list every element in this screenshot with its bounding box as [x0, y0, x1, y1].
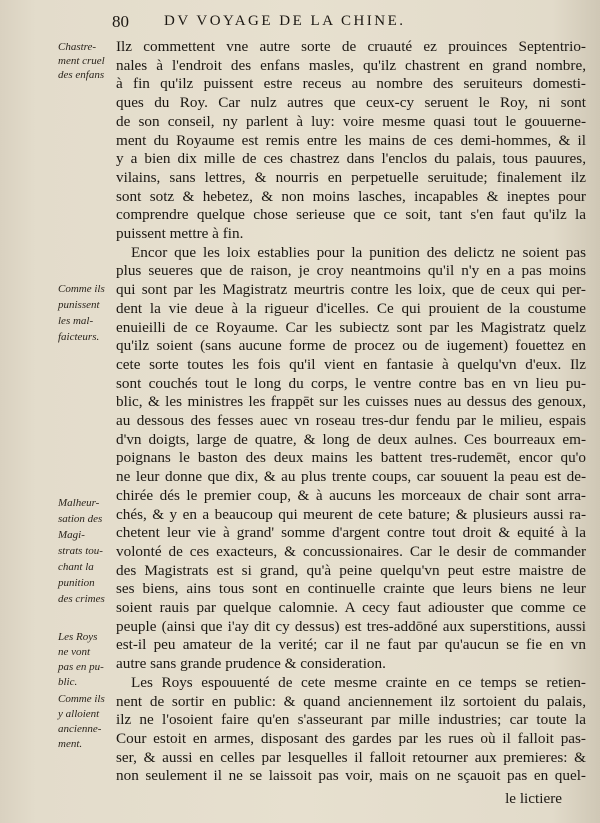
body-line: poignans le baston des deux mains les battent tres-rudemēt, encor qu'o — [116, 449, 586, 467]
body-line: Ilz commettent vne autre sorte de cruauté ez prouinces Septentrio- — [116, 38, 586, 55]
body-line: à fin qu'ilz puissent estre receus au nombre des seruiteurs domesti- — [116, 75, 586, 93]
body-line: non seulement il ne se laissoit pas voir, mais on ne sçauoit pas en quel- — [116, 767, 586, 785]
margin-note: y alloient — [58, 708, 100, 720]
margin-note: punition — [58, 577, 95, 589]
margin-note: chant la — [58, 561, 94, 573]
body-line: vilains, sans lettres, & nourris en perpetuelle seruitude; finalement ilz — [116, 168, 586, 186]
body-line: plus seueres que de raison, je croy neantmoins qu'il n'y en a pas moins — [116, 262, 586, 280]
body-line: chetent leur vie à grand' somme d'argent contre tout droit & equité à la — [116, 524, 586, 542]
body-line: des Magistrats est si grand, qu'à peine quelqu'vn peut estre maistre de — [116, 561, 586, 579]
margin-note: Chastre- — [58, 41, 97, 53]
catchword: le lictiere — [505, 790, 562, 807]
body-line: blic, & les ministres les frappēt sur les cuisses nues au dessus des genoux, — [116, 393, 586, 411]
running-head: DV VOYAGE DE LA CHINE. — [164, 13, 406, 29]
page-number: 80 — [112, 12, 129, 31]
margin-note: Malheur- — [58, 497, 100, 509]
body-line: Encor que les loix establies pour la punition des delictz ne soient pas — [131, 243, 586, 261]
body-line: ne leur donne que dix, & au plus trente coups, car souuent la peau est de- — [116, 468, 586, 486]
body-line: cete sorte toutes les fois qu'il vient en fantasie à quelqu'vn d'eux. Ilz — [116, 355, 586, 373]
margin-note: ancienne- — [58, 723, 102, 735]
body-line: ses biens, ains tous sont en continuelle crainte que leurs biens ne leur — [116, 580, 586, 598]
body-line: ser, & aussi en celles par lesquelles il falloit retourner aux premieres: & — [116, 748, 586, 766]
body-line: ment du Royaume est remis entre les mains de ces demi-hommes, & il — [116, 131, 586, 149]
margin-note: sation des — [58, 513, 103, 525]
body-line: Les Roys espouuenté de cete mesme crainte en ce temps se retien- — [131, 673, 586, 691]
margin-note: ne vont — [58, 646, 91, 658]
body-line: ques du Roy. Car nulz autres que ceux-cy seruent le Roy, ni sont — [116, 94, 586, 112]
body-line: de son conseil, ny parlent à luy: voire mesme quasi tout le gouuerne- — [116, 112, 586, 130]
body-line: est-il peu amateur de la verité; car il ne faut par qu'aucun se fie en vn — [116, 636, 586, 654]
margin-note: les mal- — [58, 315, 94, 327]
body-line: autre sans grande prudence & consideration. — [116, 655, 386, 673]
margin-note: ment. — [58, 738, 83, 750]
margin-note: Magi- — [58, 529, 85, 541]
margin-note: Comme ils — [58, 283, 105, 295]
body-line: Cour estoit en armes, disposant des gardes par les rues où il falloit pas- — [116, 729, 586, 747]
margin-note: Comme ils — [58, 693, 105, 705]
page-header — [112, 12, 492, 36]
margin-note: strats tou- — [58, 545, 103, 557]
margin-note: pas en pu- — [58, 661, 104, 673]
body-line: peuple (ainsi que i'ay dit cy dessus) est tres-addōné aux superstitions, aussi — [116, 617, 586, 635]
body-line: enuieilli de ce Royaume. Car les subiectz sont par les Magistratz quelz — [116, 318, 586, 336]
body-line: chirée dés le premier coup, & à aucuns les morceaux de chair sont arra- — [116, 486, 586, 504]
body-line: comprendre quelque chose serieuse que ce soit, tant s'en faut qu'ilz la — [116, 206, 586, 224]
margin-note: des enfans — [58, 69, 105, 81]
body-line: sont couchés tout le long du corps, le ventre contre bas en vn lieu pu- — [116, 374, 586, 392]
margin-note: blic. — [58, 676, 78, 688]
body-line: qui sont par les Magistratz meurtris contre les loix, que de ceux qui per- — [116, 281, 586, 299]
margin-note: des crimes — [58, 593, 105, 605]
body-line: puissent mettre à fin. — [116, 225, 244, 242]
body-line: qu'ilz soient (sans aucune forme de procez ou de iugement) fouettez en — [116, 337, 586, 355]
body-line: dent la vie deue à la rigueur d'icelles. Ce qui prouient de la coustume — [116, 299, 586, 317]
margin-note: punissent — [58, 299, 100, 311]
body-line: soient rauis par quelque calomnie. A cecy faut adiouster que comme ce — [116, 599, 586, 616]
body-line: nent de sortir en public: & quand anciennement ilz sortoient du palais, — [116, 692, 586, 710]
body-line: nales à l'endroit des enfans masles, qu'ilz chastrent en grand nombre, — [116, 56, 586, 74]
body-line: d'vn doigts, large de quatre, & long de deux aulnes. Ces bourreaux em- — [116, 430, 586, 448]
body-line: chés, & y en a beaucoup qui meurent de cete bature; & plusieurs aussi ra- — [116, 505, 586, 523]
body-line: y a bien dix mille de ces chastrez dans l'enclos du palais, tous pauures, — [116, 150, 586, 168]
margin-note: ment cruel — [58, 55, 105, 67]
body-line: volonté de ces exacteurs, & concussionaires. Car le desir de commander — [116, 542, 586, 560]
margin-note: faicteurs. — [58, 331, 100, 343]
body-line: ilz ne l'osoient faire qu'en s'asseurant par mille industries; car toute la — [116, 711, 586, 729]
margin-note: Les Roys — [58, 631, 98, 643]
body-line: sont sotz & hebetez, & non moins lasches, incapables & ineptes pour — [116, 187, 586, 205]
body-line: au dessous des fesses auec vn roseau tres-dur fendu par le milieu, espais — [116, 412, 586, 429]
